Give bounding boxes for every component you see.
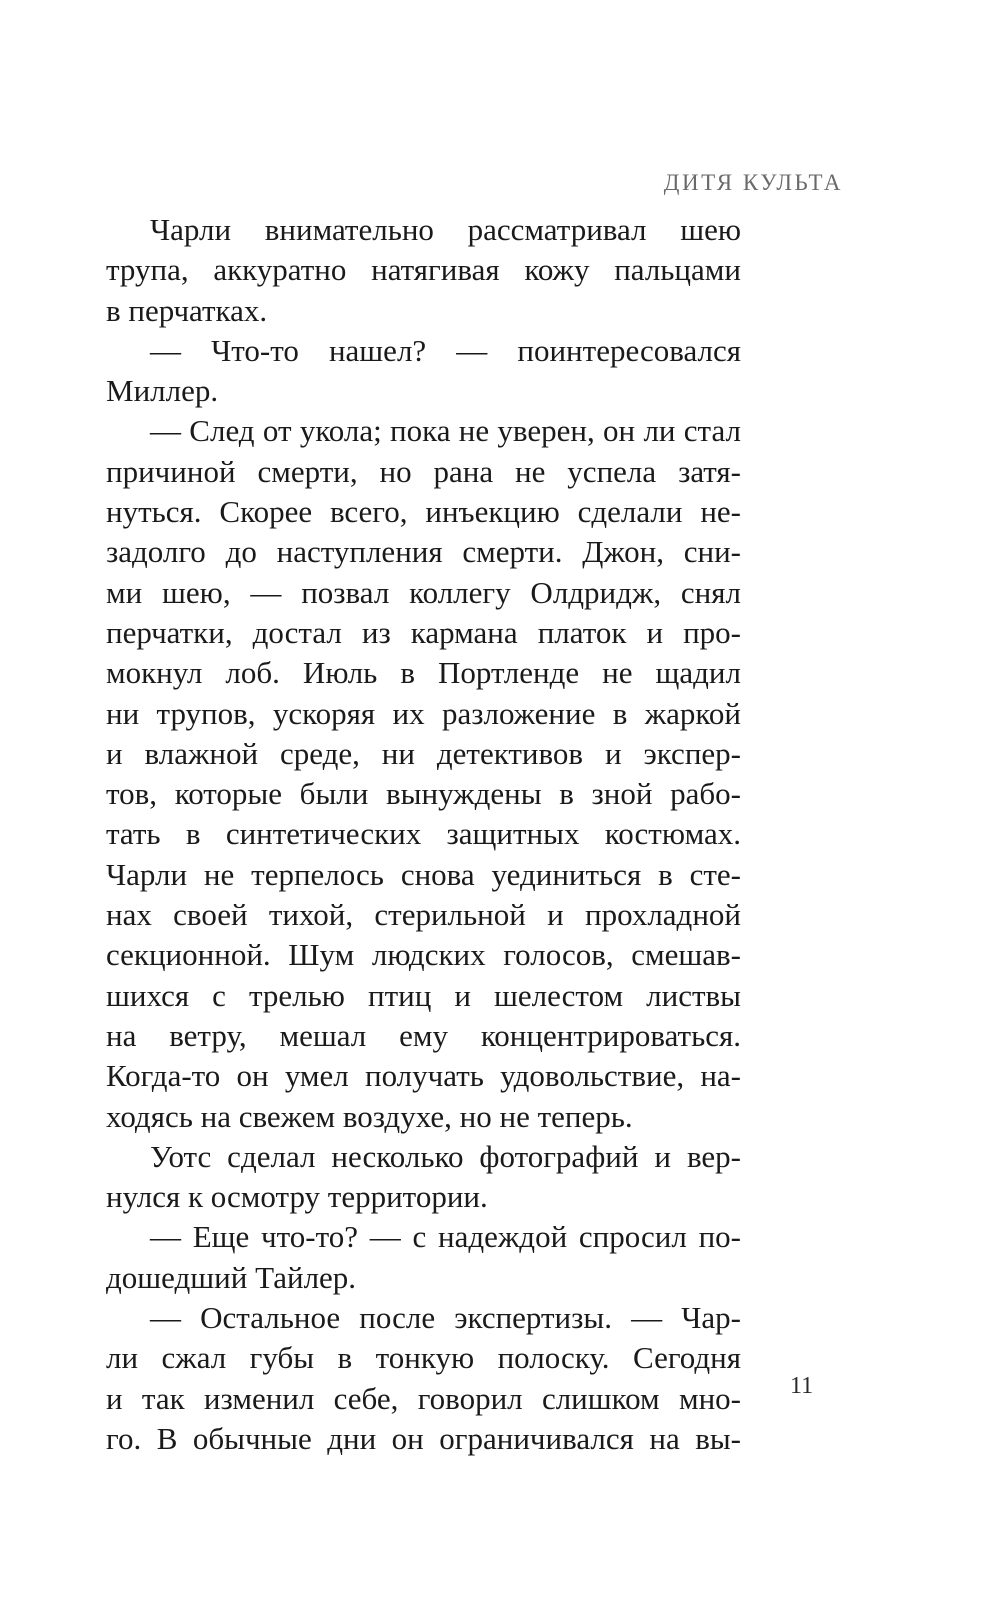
text-line: го. В обычные дни он ограничивался на вы- xyxy=(106,1420,741,1456)
text-line: ми шею, — позвал коллегу Олдридж, снял xyxy=(106,574,741,610)
text-line: Миллер. xyxy=(106,373,219,409)
text-line: ни трупов, ускоряя их разложение в жаркой xyxy=(106,695,741,731)
text-line: в перчатках. xyxy=(106,292,268,328)
text-line: и так изменил себе, говорил слишком мно- xyxy=(106,1380,741,1416)
text-line: нулся к осмотру территории. xyxy=(106,1179,488,1215)
text-line: Когда-то он умел получать удовольствие, на- xyxy=(106,1058,741,1094)
text-line: — Еще что-то? — с надеждой спросил по- xyxy=(150,1219,741,1255)
text-line: тов, которые были вынуждены в зной рабо- xyxy=(106,776,741,812)
text-line: причиной смерти, но рана не успела затя- xyxy=(106,453,741,489)
text-line: перчатки, достал из кармана платок и про- xyxy=(106,614,741,650)
running-header-title: ДИТЯ КУЛЬТА xyxy=(663,170,843,195)
text-line: трупа, аккуратно натягивая кожу пальцами xyxy=(106,252,741,288)
text-line: — Что-то нашел? — поинтересовался xyxy=(150,332,741,368)
text-line: Чарли не терпелось снова уединиться в сте- xyxy=(106,856,741,892)
text-line: — След от укола; пока не уверен, он ли стал xyxy=(150,413,741,449)
text-line: нуться. Скорее всего, инъекцию сделали не- xyxy=(106,494,741,530)
text-line: ли сжал губы в тонкую полоску. Сегодня xyxy=(106,1340,741,1376)
text-line: Уотс сделал несколько фотографий и вер- xyxy=(150,1138,741,1174)
text-line: тать в синтетических защитных костюмах. xyxy=(106,816,741,852)
text-line: мокнул лоб. Июль в Портленде не щадил xyxy=(106,655,741,691)
text-line: дошедший Тайлер. xyxy=(106,1259,357,1295)
text-line: нах своей тихой, стерильной и прохладной xyxy=(106,897,741,933)
text-line: на ветру, мешал ему концентрироваться. xyxy=(106,1017,741,1053)
text-line: — Остальное после экспертизы. — Чар- xyxy=(150,1300,741,1336)
text-line: секционной. Шум людских голосов, смешав- xyxy=(106,937,741,973)
text-line: шихся с трелью птиц и шелестом листвы xyxy=(106,977,741,1013)
text-line: Чарли внимательно рассматривал шею xyxy=(150,212,741,247)
page-number: 11 xyxy=(790,1373,814,1399)
text-line: задолго до наступления смерти. Джон, сни- xyxy=(106,534,741,570)
text-line: ходясь на свежем воздухе, но не теперь. xyxy=(106,1098,633,1134)
body-text xyxy=(106,210,741,1459)
text-line: и влажной среде, ни детективов и экспер- xyxy=(106,735,741,771)
